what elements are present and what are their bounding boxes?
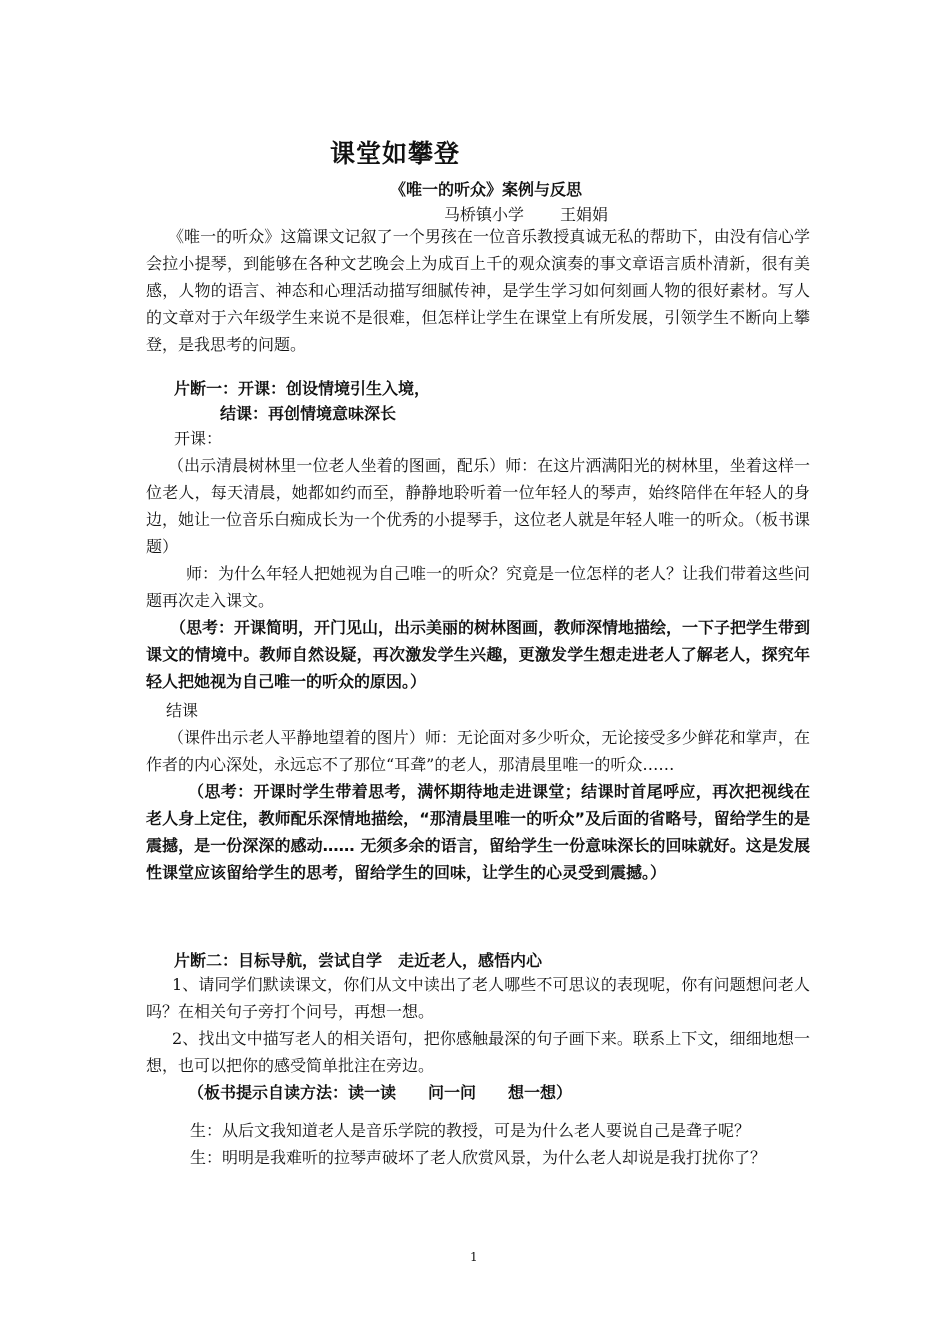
- intro-block: [146, 223, 810, 358]
- section1-heading-b: 结课：再创情境意味深长: [220, 404, 397, 423]
- student-answer-2: 生：明明是我难听的拉琴声破坏了老人欣赏风景，为什么老人却说是我打扰你了？: [190, 1148, 767, 1167]
- open-label: 开课：: [174, 429, 223, 448]
- teacher-question: 师：为什么年轻人把她视为自己唯一的听众？究竟是一位怎样的老人？让我们带着这些问题再次走入课文。: [146, 564, 811, 610]
- student-answer-1: 生：从后文我知道老人是音乐学院的教授，可是为什么老人要说自己是聋子呢？: [190, 1121, 751, 1140]
- section1-heading-a: 片断一：开课：创设情境引生入境，: [174, 379, 431, 398]
- close-paragraph: （课件出示老人平静地望着的图片）师：无论面对多少听众，无论接受多少鲜花和掌声，在作者的内心深处，永远忘不了那位“耳聋”的老人，那清晨里唯一的听众……: [146, 728, 810, 774]
- author-name: 王娟娟: [560, 205, 609, 224]
- close-label: 结课: [166, 701, 199, 720]
- author-line: [444, 202, 608, 225]
- reflection-2: （思考：开课时学生带着思考，满怀期待地走进课堂；结课时首尾呼应，再次把视线在老人身上定住，教师配乐深情地描绘，“那清晨里唯一的听众”及后面的省略号，留给学生的是震撼，是一份深深的感动…… 无须多余的语言，留给学生一份意味深长的回味就好。这是发展性课堂应该留给学生的思考，留给学生的回味，让学生的心灵受到震撼。）: [146, 782, 810, 882]
- task-1: 1、请同学们默读课文，你们从文中读出了老人哪些不可思议的表现呢，你有问题想问老人吗？在相关句子旁打个问号，再想一想。: [146, 975, 810, 1021]
- open-paragraph: （出示清晨树林里一位老人坐着的图画，配乐）师：在这片洒满阳光的树林里，坐着这样一位老人，每天清晨，她都如约而至，静静地聆听着一位年轻人的琴声，始终陪伴在年轻人的身边，她让一位音乐白痴成长为一个优秀的小提琴手，这位老人就是年轻人唯一的听众。（板书课题）: [146, 456, 811, 556]
- section2-heading: 片断二：目标导航，尝试自学 走近老人，感悟内心: [174, 951, 543, 970]
- section1-block: [146, 425, 810, 695]
- page-number: 1: [470, 1250, 478, 1264]
- page-title: 课堂如攀登: [330, 139, 461, 168]
- section2-block: [146, 971, 810, 1106]
- close-block: [146, 697, 810, 886]
- students-block: [146, 1117, 810, 1171]
- subtitle: 《唯一的听众》案例与反思: [390, 180, 583, 199]
- intro-paragraph: 《唯一的听众》这篇课文记叙了一个男孩在一位音乐教授真诚无私的帮助下，由没有信心学会拉小提琴，到能够在各种文艺晚会上为成百上千的观众演奏的事文章语言质朴清新，很有美感，人物的语言、神态和心理活动描写细腻传神，是学生学习如何刻画人物的很好素材。写人的文章对于六年级学生来说不是很难，但怎样让学生在课堂上有所发展，引领学生不断向上攀登，是我思考的问题。: [146, 227, 810, 354]
- task-2: 2、找出文中描写老人的相关语句，把你感触最深的句子画下来。联系上下文，细细地想一想，也可以把你的感受简单批注在旁边。: [146, 1029, 810, 1075]
- author-school: 马桥镇小学: [444, 205, 525, 224]
- board-hint: （板书提示自读方法：读一读 问一问 想一想）: [188, 1083, 573, 1102]
- reflection-1: （思考：开课简明，开门见山，出示美丽的树林图画，教师深情地描绘，一下子把学生带到课文的情境中。教师自然设疑，再次激发学生兴趣，更激发学生想走进老人了解老人，探究年轻人把她视为自己唯一的听众的原因。）: [146, 618, 811, 691]
